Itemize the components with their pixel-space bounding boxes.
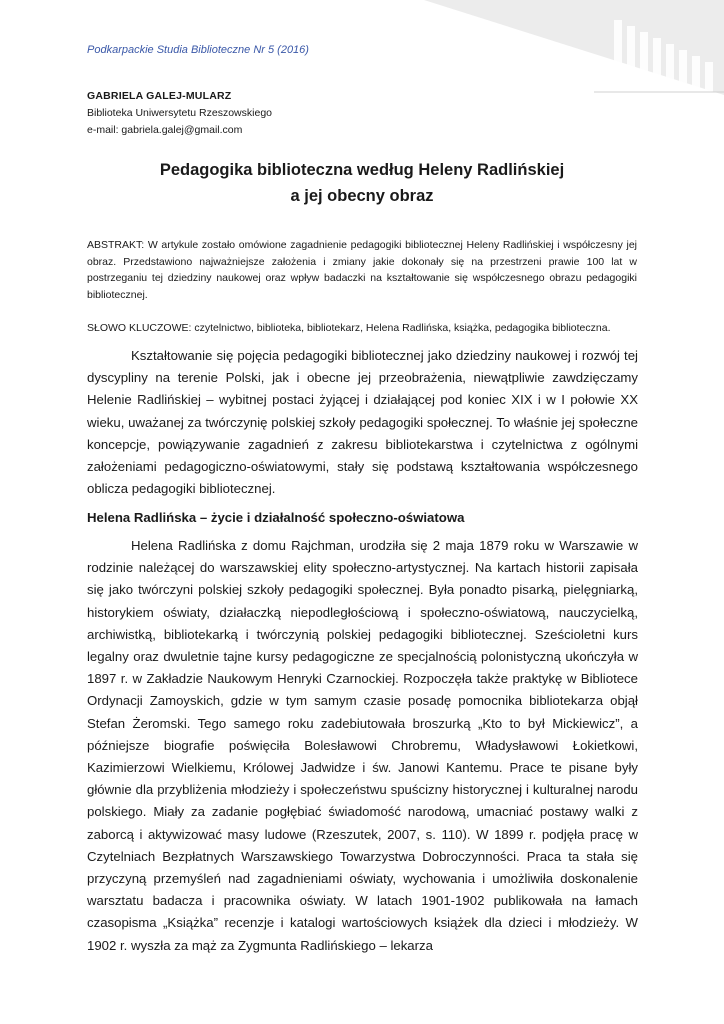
author-email: e-mail: gabriela.galej@gmail.com bbox=[87, 124, 243, 136]
title-line-1: Pedagogika biblioteczna według Heleny Radlińskiej bbox=[159, 161, 565, 179]
title-line-2: a jej obecny obraz bbox=[290, 187, 434, 205]
keywords: SŁOWO KLUCZOWE: czytelnictwo, biblioteka, bibliotekarz, Helena Radlińska, książka, pedagogika biblioteczna. bbox=[87, 322, 611, 334]
body-paragraph: Helena Radlińska z domu Rajchman, urodziła się 2 maja 1879 roku w Warszawie w rodzinie należącej do warszawskiej elity społeczno-artystycznej. Na kartach historii zapisała się jako twórczyni polskiej szkoły pedagogiki społecznej. Była ponadto pisarką, pielęgniarką, historykiem oświaty, działaczką niepodległościową i społeczno-oświatową, nauczycielką, archiwistką, bibliotekarką i twórczynią polskiej pedagogiki bibliotecznej. Sześcioletni kurs legalny oraz dwuletnie tajne kursy pedagogiczne ze specjalnością polonistyczną ukończyła w 1897 r. w Zakładzie Naukowym Henryki Czarnockiej. Rozpoczęła także praktykę w Bibliotece Ordynacji Zamoyskich, gdzie w tym samym czasie posadę pomocnika bibliotekarza objął Stefan Żeromski. Tego samego roku zadebiutowała broszurką „Kto to był Mickiewicz”, a późniejsze biografie poświęciła Bolesławowi Chrobremu, Władysławowi Łokietkowi, Kazimierzowi Wielkiemu, Królowej Jadwidze i św. Janowi Kantemu. Prace te pisane były głównie dla przybliżenia młodzieży i społeczeństwu spuścizny historycznej i kulturalnej narodu polskiego. Miały za zadanie pogłębiać świadomość narodową, umacniać postawy walki z zaborcą i aktywizować masy ludowe (Rzeszutek, 2007, s. 110). W 1899 r. podjęła pracę w Czytelniach Bezpłatnych Warszawskiego Towarzystwa Dobroczynności. Praca ta stała się przyczyną przemyśleń nad zagadnieniami oświaty, wychowania i umożliwiła doskonalenie warsztatu badacza i pracownika oświaty. W latach 1901-1902 publikowała na łamach czasopisma „Książka” recenzje i katalogi wartościowych książek dla dzieci i młodzieży. W 1902 r. wyszła za mąż za Zygmunta Radlińskiego – lekarza bbox=[87, 538, 638, 953]
abstract: ABSTRAKT: W artykule zostało omówione zagadnienie pedagogiki bibliotecznej Heleny Radlińskiej i współczesny jej obraz. Przedstawiono najważniejsze założenia i zmiany jakie dokonały się na przestrzeni prawie 100 lat w postrzeganiu tej dziedziny naukowej oraz wpływ badaczki na kształtowanie się współczesnego obrazu pedagogiki bibliotecznej. bbox=[87, 239, 637, 301]
corner-page-decoration bbox=[424, 0, 724, 95]
journal-header: Podkarpackie Studia Biblioteczne Nr 5 (2016) bbox=[87, 44, 309, 56]
author-name: GABRIELA GALEJ-MULARZ bbox=[87, 90, 232, 102]
intro-paragraph: Kształtowanie się pojęcia pedagogiki bibliotecznej jako dziedziny naukowej i rozwój tej dyscypliny na terenie Polski, jak i obecne jej przeobrażenia, niewątpliwie zawdzięczamy Helenie Radlińskiej – wybitnej postaci żyjącej i działającej pod koniec XIX i w I połowie XX wieku, uważanej za twórczynię polskiej szkoły pedagogiki społecznej. To właśnie jej społeczne koncepcje, powiązywanie zagadnień z zakresu bibliotekarstwa i czytelnictwa z ogólnymi założeniami pedagogiczno-oświatowymi, stały się podstawą kształtowania współczesnego oblicza pedagogiki bibliotecznej. bbox=[87, 348, 638, 497]
article-title bbox=[87, 157, 637, 209]
author-block bbox=[87, 88, 272, 139]
author-affiliation: Biblioteka Uniwersytetu Rzeszowskiego bbox=[87, 107, 272, 119]
section-heading: Helena Radlińska – życie i działalność społeczno-oświatowa bbox=[87, 510, 465, 525]
